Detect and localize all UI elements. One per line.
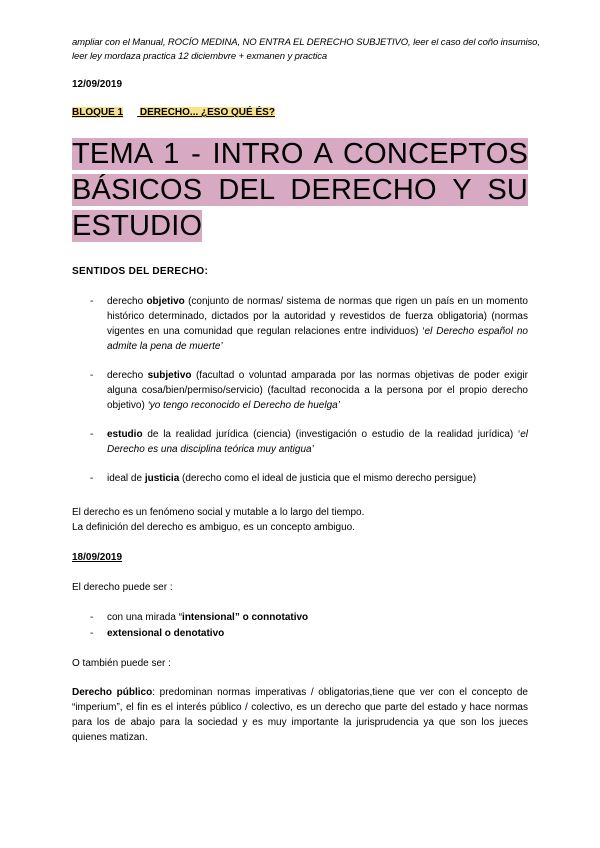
list-item: - extensional o denotativo xyxy=(90,628,225,639)
list-item: - derecho subjetivo (facultad o voluntad amparada por las normas objetivas de poder exigir alguna cosa/bien/permiso/servicio) (facultad reconocida a la persona por el propio derecho objetivo) ‘yo tengo reconocido el Derecho de huelga’ xyxy=(90,370,528,411)
bloque-label: BLOQUE 1 xyxy=(72,107,124,118)
bloque-title: DERECHO... ¿ESO QUÉ ÉS? xyxy=(139,107,275,118)
sentidos-list xyxy=(92,294,528,500)
tema-title: TEMA 1 - INTRO A CONCEPTOS BÁSICOS DEL DERECHO Y SU ESTUDIO xyxy=(72,138,528,242)
paragraph: El derecho es un fenómeno social y mutable a lo largo del tiempo. La definición del derecho es ambiguo, es un concepto ambiguo. xyxy=(72,507,365,533)
header-note: ampliar con el Manual, ROCÍO MEDINA, NO ENTRA EL DERECHO SUBJETIVO, leer el caso del coño insumiso, leer ley mordaza practica 12 diciembvre + exmanen y practica xyxy=(72,37,540,62)
tipos-list xyxy=(92,610,528,641)
date-heading: 12/09/2019 xyxy=(72,79,123,90)
derecho-publico-paragraph: Derecho público: predominan normas imperativas / obligatorias,tiene que ver con el concepto de “imperium”, el fin es el interés público / colectivo, es un derecho que parte del estado y hace normas para los de abajo para la sociedad y es muy importante la jurisprudencia ya que son los jueces quienes matizan. xyxy=(72,687,528,743)
tambien-text: O también puede ser : xyxy=(72,658,171,669)
bloque-heading xyxy=(72,107,275,118)
list-item: - ideal de justicia (derecho como el ideal de justicia que el mismo derecho persigue) xyxy=(90,473,477,484)
sentidos-heading: SENTIDOS DEL DERECHO: xyxy=(72,266,209,277)
list-item: - derecho objetivo (conjunto de normas/ sistema de normas que rigen un país en un momento histórico determinado, dictados por la autoridad y revestidos de fuerza obligatoria) (normas vigentes en una comunidad que regulan relaciones entre individuos) ‘el Derecho español no admite la pena de muerte’ xyxy=(90,296,528,352)
puede-ser-text: El derecho puede ser : xyxy=(72,582,173,593)
list-item: - con una mirada “intensional” o connotativo xyxy=(90,612,309,623)
list-item: - estudio de la realidad jurídica (ciencia) (investigación o estudio de la realidad jurídica) ‘el Derecho es una disciplina teórica muy antigua’ xyxy=(90,429,528,455)
date-heading-2: 18/09/2019 xyxy=(72,552,123,563)
